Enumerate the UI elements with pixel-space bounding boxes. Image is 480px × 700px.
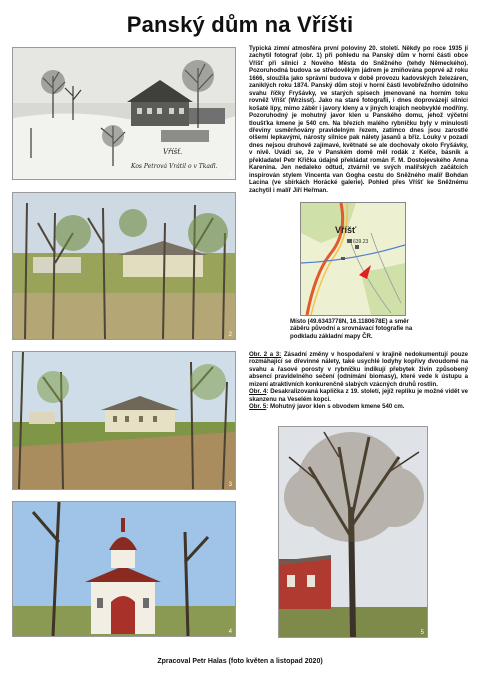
obr23-ref: Obr. 2 a 3: [249,351,282,358]
map-village-label: Vříšť [335,225,357,235]
chapel-photo [12,501,236,637]
historic-winter-photo [12,47,236,180]
obr5-paragraph [249,403,468,410]
photo-inscription-line2: Kos Petrová Vrátil o v Tkadl. [131,163,218,170]
map-elevation-label: 639.23 [353,239,369,245]
footer-credit: Zpracoval Petr Halas (foto květen a listopad 2020) [157,658,323,665]
map-caption: Místo (49.6343778N, 16.1180678E) a směr záběru původní a srovnávací fotografie na podkladu základní mapy ČR. [290,318,413,340]
obr23-paragraph [249,351,468,388]
obr23-text: Zásadní změny v hospodaření v krajině nedokumentují pouze rozmáhající se dřevinné nálety, také usychlé lodyhy kopřivy dvoudomé na svahu a řasové porosty v rybníčku indikují přebytek živin způsobený absencí pravidelného sečení (odnímání biomasy), které vede k ústupu a mizení atraktivních konkurenčně slabých vzácných druhů rostlin. [249,351,469,388]
maple-tree-photo [278,426,428,638]
intro-paragraph: Typická zimní atmosféra první poloviny 20. století. Někdy po roce 1935 jí zachytil fotograf (obr. 1) při pohledu na Panský dům v horní části obce Vříšť při silnici z Nového Města do Sněžného (tehdy Německého). Pozoruhodná budova se středověkým jádrem je zmiňována poprvé až roku 1666, sloužila jako správní budova v době provozu kadovských železáren, zaniklých roku 1874. Panský dům stojí v horní části levobřežního údolního svahu říčky Fryšávky, ve starých spisech jmenované na horním toku rovněž Vříšť (Wrzisst). Jako na staré fotografii, i dnes doprovázejí silnici košaté lípy, mimo záběr i javory kleny a v jiných krajích neobvyklé modříny. Pozoruhodný je mohutný javor klen u Panského domu, jehož výčetní tloušťka kmene je 540 cm. Na březích malého rybníčku byly v minulosti dřeviny usměrňovány pravidelným řezem, zatímco dnes jsou zarostlé olšemi lepkavými, nárosty silnice pak nálety jasanů a bříz. Louky v pozadí dnes nejsou druhově zajímavé, květnaté se ale dochovaly okolo Fryšávky, v nivě. Uvádí se, že v Panském domě měl rodák z Kelče, básník a překladatel Petr Křička údajně překládat román F. M. Dostojevského Anna Karenina. Jen nedaleko odtud, ztvárnil ve svých malířských začátcích inspirován stylem Vincenta van Gogha cestu do Sněžného malíř Bohdan Lacina (ve sbírkách Horácké galerie). Pohled přes Vříšť ke Sněžnému zachytil i malíř Jiří Heřman. [249,45,468,194]
page-title: Panský dům na Vříšti [126,12,354,37]
building-view-photo [12,351,236,490]
photo-number: 1 [228,172,232,178]
location-map [300,202,406,316]
obr4-text: : Desakralizovaná kaplička z 19. století, jejíž repliku je možné vidět ve skanzenu na Veselém kopci. [249,388,468,403]
obr5-ref: Obr. 5 [249,403,267,411]
obr5-text: : Mohutný javor klen s obvodem kmene 540 cm. [266,403,405,411]
intro-text [249,45,468,193]
spring-view-photo [12,192,236,340]
figure-descriptions [249,351,468,413]
obr4-ref: Obr. 4 [249,388,267,396]
photo-number: 2 [228,332,232,338]
photo-number: 4 [228,629,232,635]
photo-inscription-line1: Vříšť. [163,148,183,156]
photo-number: 3 [228,482,232,488]
obr4-paragraph [249,388,468,403]
photo-number: 5 [420,630,424,636]
